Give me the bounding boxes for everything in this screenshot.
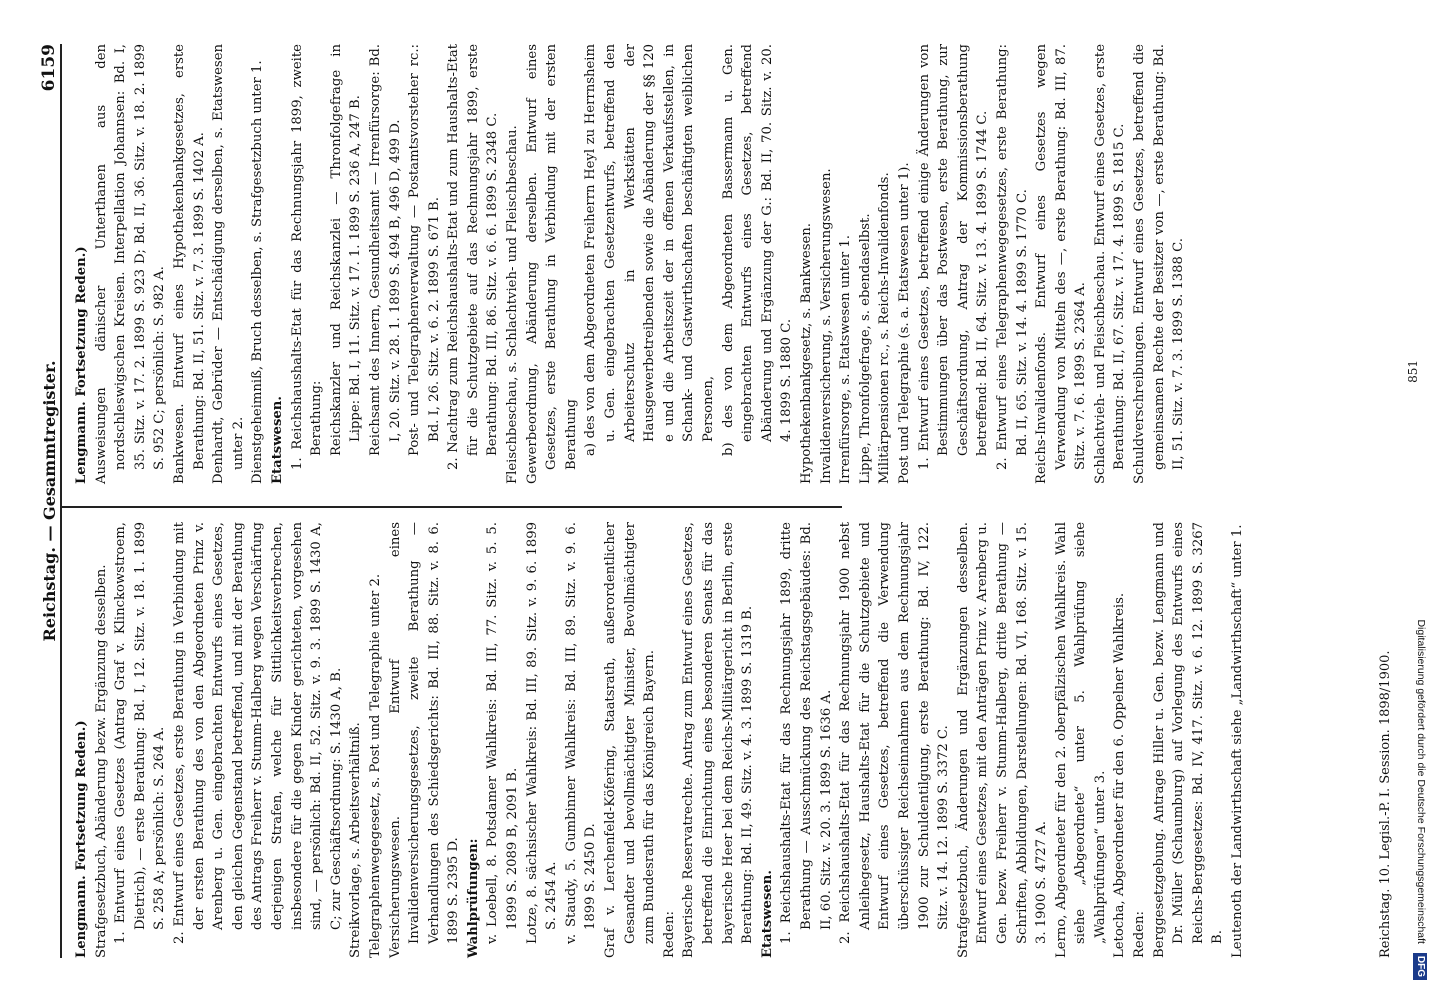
index-entry: Lippe, Thronfolgefrage, s. ebendaselbst. [857, 213, 873, 484]
index-entry: Berggesetzgebung. Antrage Hiller u. Gen. bezw. Lengmann und Dr. Müller (Schaumburg) auf Vorlegung des Entwurfs eines Reichs-Berggesetzes: Bd. IV, 417. Sitz. v. 6. 12. 1899 S. 3267 B. [1151, 522, 1226, 958]
dfg-logo: DFG [1413, 953, 1427, 980]
index-entry: Reden: [661, 911, 677, 958]
index-entry: b) des von dem Abgeordneten Bassermann u. Gen. eingebrachten Entwurfs eines Gesetzes, betreffend Abänderung und Ergänzung der G.: Bd. II, 70. Sitz. v. 20. 4. 1899 S. 1880 C. [720, 44, 795, 456]
index-entry: Strafgesetzbuch, Abänderung bezw. Ergänzung desselben. [93, 564, 109, 958]
index-entry: Wahlprüfungen: [465, 838, 481, 958]
index-entry: 1. Entwurf eines Gesetzes, betreffend einige Änderungen von Bestimmungen über das Postwesen, erste Berathung, zur Geschäftsordnung, Antrag der Kommissionsberathung betreffend: Bd. II, 64. Sitz. v. 13. 4. 1899 S. 1744 C. [916, 44, 991, 470]
index-entry: Reichs-Invalidenfonds. Entwurf eines Gesetzes wegen Verwendung von Mitteln des —, erste Berathung: Bd. III, 87. Sitz. v. 7. 6. 1899 S. 2364 A. [1034, 44, 1089, 484]
column-head: Lengmann. Fortsetzung Reden.) [74, 720, 89, 958]
index-entry: Streikvorlage, s. Arbeitsverhältniß. [348, 722, 364, 958]
running-title: Reichstag. — Gesammtregister. [40, 360, 59, 642]
index-entry: 2. Reichshaushalts-Etat für das Rechnungsjahr 1900 nebst Anleihegesetz, Haushalts-Etat für die Schutzgebiete und Entwurf eines Gesetzes, betreffend die Verwendung überschüssiger Reichseinnahmen aus dem Rechnungsjahr 1900 zur Schuldentilgung, erste Berathung: Bd. IV, 122. Sitz. v. 14. 12. 1899 S. 3372 C. [838, 522, 952, 944]
index-entry: v. Staudy, 5. Gumbinner Wahlkreis: Bd. III, 89. Sitz. v. 9. 6. 1899 S. 2450 D. [563, 522, 599, 944]
index-entry: Etatswesen. [269, 396, 285, 484]
index-entry: 2. Entwurf eines Telegraphenwegegesetzes, erste Berathung: Bd. II, 65. Sitz. v. 14. 4. 1899 S. 1770 C. [994, 44, 1030, 470]
index-entry: Denhardt, Gebrüder — Entschädigung derselben, s. Etatswesen unter 2. [211, 44, 246, 484]
index-entry: v. Loebell, 8. Potsdamer Wahlkreis: Bd. III, 77. Sitz. v. 5. 5. 1899 S. 2089 B, 2091 B. [485, 522, 521, 944]
page-number-footer: 851 [1406, 360, 1421, 383]
index-entry: Fleischbeschau, s. Schlachtvieh- und Fleischbeschau. [505, 125, 521, 484]
index-entry: 1. Reichshaushalts-Etat für das Rechnungsjahr 1899, dritte Berathung — Ausschmückung des Reichstagsgebäudes: Bd. II, 60. Sitz. v. 20. 3. 1899 S. 1636 A. [779, 522, 834, 944]
index-entry: Lotze, 8. sächsischer Wahlkreis: Bd. III, 89. Sitz. v. 9. 6. 1899 S. 2454 A. [524, 522, 560, 944]
index-entry: Reichskanzler und Reichskanzlei — Thronfolgefrage in Lippe: Bd. I, 11. Sitz. v. 17. 1. 1899 S. 236 A, 247 B. [328, 44, 364, 456]
page-number-header: 6159 [39, 44, 59, 92]
index-entry: Irrenfürsorge, s. Etatswesen unter 1. [838, 235, 854, 484]
column-divider [62, 506, 842, 508]
index-entry: Letocha, Abgeordneter für den 6. Oppelner Wahlkreis. [1112, 592, 1128, 958]
index-entry: 2. Nachtrag zum Reichshaushalts-Etat und zum Haushalts-Etat für die Schutzgebiete auf das Rechnungsjahr 1899, erste Berathung: Bd. III, 86. Sitz. v. 6. 6. 1899 S. 2348 C. [446, 44, 501, 470]
column-head: Lengmann. Fortsetzung Reden.) [74, 246, 89, 484]
index-entry: Etatswesen. [759, 870, 775, 958]
index-entry: Militärpensionen rc., s. Reichs-Invalidenfonds. [877, 172, 893, 484]
index-entry: Graf v. Lerchenfeld-Köfering, Staatsrath, außerordentlicher Gesandter und bevollmächtigter Minister, Bevollmächtigter zum Bundesrath für das Königreich Bayern. [603, 522, 658, 958]
digitization-note [1412, 20, 1430, 980]
digitization-text: Digitalisierung gefördert durch die Deutsche Forschungsgemeinschaft [1415, 619, 1427, 944]
volume-footer: Reichstag. 10. Legisl.-P. I. Session. 1898/1900. [1378, 650, 1394, 958]
index-entry: 1. Reichshaushalts-Etat für das Rechnungsjahr 1899, zweite Berathung: [289, 44, 325, 470]
page-header [14, 44, 62, 958]
header-rule [60, 44, 62, 958]
index-entry: Invalidenversicherung, s. Versicherungswesen. [818, 168, 834, 484]
index-entry: Gewerbeordnung, Abänderung derselben. Entwurf eines Gesetzes, erste Berathung in Verbindung mit der ersten Berathung [524, 44, 579, 484]
index-entry: 1. Entwurf eines Gesetzes (Antrag Graf v. Klinckowstroem, Dietrich), — erste Berathung: Bd. I, 12. Sitz. v. 18. 1. 1899 S. 258 A; persönlich: S. 264 A. [113, 522, 168, 944]
index-entry: Versicherungswesen. Entwurf eines Invalidenversicherungsgesetzes, zweite Berathung — Verhandlungen des Schiedsgerichts: Bd. III, 88. Sitz. v. 8. 6. 1899 S. 2395 D. [387, 522, 462, 958]
index-entry: Strafgesetzbuch, Änderungen und Ergänzungen desselben. Entwurf eines Gesetzes, mit den Anträgen Prinz v. Arenberg u. Gen. bezw. Freiherr v. Stumm-Halberg, dritte Berathung — Schriften, Abbildungen, Darstellungen: Bd. VI, 168. Sitz. v. 15. 3. 1900 S. 4727 A. [955, 522, 1050, 958]
column-second [72, 522, 1248, 958]
index-entry: Lerno, Abgeordneter für den 2. oberpfälzischen Wahlkreis. Wahl siehe „Abgeordnete“ unter 5. Wahlprüfung siehe „Wahlprüfungen“ unter 3. [1053, 522, 1108, 958]
index-entry: Bankwesen. Entwurf eines Hypothekenbankgesetzes, erste Berathung: Bd. II, 51. Sitz. v. 7. 3. 1899 S. 1402 A. [171, 44, 207, 484]
index-entry: Leutenoth der Landwirthschaft siehe „Landwirthschaft“ unter 1. [1230, 524, 1246, 958]
index-entry: 2. Entwurf eines Gesetzes, erste Berathung in Verbindung mit der ersten Berathung des von den Abgeordneten Prinz v. Arenberg u. Gen. eingebrachten Entwurfs eines Gesetzes, den gleichen Gegenstand betreffend, und mit der Berathung des Antrags Freiherr v. Stumm-Halberg wegen Verschärfung derjenigen Strafen, welche für Sittlichkeitsverbrechen, insbesondere für die gegen Kinder gerichteten, vorgesehen sind, — persönlich: Bd. II, 52. Sitz. v. 9. 3. 1899 S. 1430 A, C; zur Geschäftsordnung: S. 1430 A, B. [171, 522, 344, 944]
index-entry: Hypothekenbankgesetz, s. Bankwesen. [798, 223, 814, 484]
index-entry: Telegraphenwegegesetz, s. Post und Telegraphie unter 2. [367, 573, 383, 958]
index-entry: Dienstgeheimniß, Bruch desselben, s. Strafgesetzbuch unter 1. [250, 60, 266, 484]
index-entry: Reichsamt des Innern, Gesundheitsamt — Irrenfürsorge: Bd. I, 20. Sitz. v. 28. 1. 1899 S. 494 B, 496 D, 499 D. [367, 44, 403, 456]
column-first [72, 44, 1189, 484]
index-entry: a) des von dem Abgeordneten Freiherrn Heyl zu Herrnsheim u. Gen. eingebrachten Gesetzentwurfs, betreffend den Arbeiterschutz in Werkstätten der Hausgewerbetreibenden sowie die Abänderung der §§ 120 e und die Arbeitszeit der in offenen Verkaufsstellen, in Schank- und Gastwirthschaften beschäftigten weiblichen Personen, [583, 44, 716, 456]
index-entry: Schlachtvieh- und Fleischbeschau. Entwurf eines Gesetzes, erste Berathung: Bd. II, 67. Sitz. v. 17. 4. 1899 S. 1815 C. [1092, 44, 1128, 484]
index-entry: Post und Telegraphie (s. a. Etatswesen unter 1). [896, 162, 912, 484]
index-entry: Bayerische Reservatrechte. Antrag zum Entwurf eines Gesetzes, betreffend die Einrichtung eines besonderen Senats für das bayerische Heer bei dem Reichs-Militärgericht in Berlin, erste Berathung: Bd. II, 49. Sitz. v. 4. 3. 1899 S. 1319 B. [681, 522, 756, 958]
index-entry: Schuldverschreibungen. Entwurf eines Gesetzes, betreffend die gemeinsamen Rechte der Besitzer von —, erste Berathung: Bd. II, 51. Sitz. v. 7. 3. 1899 S. 1388 C. [1132, 44, 1187, 484]
index-entry: Reden: [1132, 911, 1148, 958]
index-entry: Post- und Telegraphenverwaltung — Postamtsvorsteher rc.: Bd. I, 26. Sitz. v. 6. 2. 1899 S. 671 B. [407, 44, 442, 456]
index-entry: Ausweisungen dänischer Unterthanen aus den nordschleswigschen Kreisen. Interpellation Johannsen: Bd. I, 35. Sitz. v. 17. 2. 1899 S. 923 D; Bd. II, 36. Sitz. v. 18. 2. 1899 S. 952 C; persönlich: S. 982 A. [93, 44, 168, 484]
